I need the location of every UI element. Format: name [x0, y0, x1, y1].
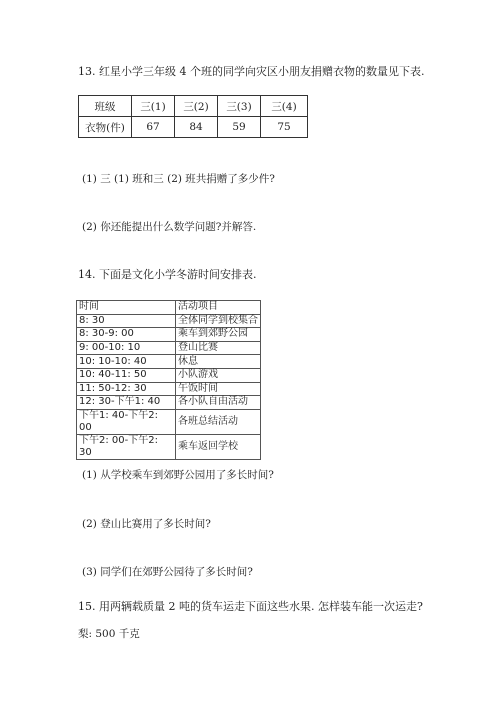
question-15-item: 梨: 500 千克	[78, 628, 140, 640]
table-cell: 下午2: 00-下午2: 30	[77, 434, 176, 459]
table-row	[77, 396, 261, 410]
schedule-table	[76, 300, 261, 460]
question-13-title: 13. 红星小学三年级 4 个班的同学向灾区小朋友捐赠衣物的数量见下表.	[78, 65, 425, 78]
question-14-title: 14. 下面是文化小学冬游时间安排表.	[78, 268, 257, 281]
table-cell: 午饭时间	[176, 382, 261, 396]
table-cell: 各小队自由活动	[176, 396, 261, 410]
table-cell: 休息	[176, 355, 261, 369]
question-14-sub-1: (1) 从学校乘车到郊野公园用了多长时间?	[82, 469, 274, 481]
table-row	[77, 355, 261, 369]
table-cell: 67	[132, 117, 175, 138]
table-cell: 9: 00-10: 10	[77, 341, 176, 355]
table-cell: 各班总结活动	[176, 409, 261, 434]
table-header-row	[77, 301, 261, 315]
table-cell: 三(3)	[218, 96, 261, 117]
table-cell: 三(1)	[132, 96, 175, 117]
table-cell: 小队游戏	[176, 368, 261, 382]
clothing-donation-table	[78, 95, 308, 138]
table-row	[77, 328, 261, 342]
table-cell: 三(2)	[175, 96, 218, 117]
table-cell: 乘车到郊野公园	[176, 328, 261, 342]
table-cell: 全体同学到校集合	[176, 314, 261, 328]
question-14-sub-2: (2) 登山比赛用了多长时间?	[82, 518, 211, 530]
table-cell: 衣物(件)	[79, 117, 132, 138]
table-header-row	[79, 96, 308, 117]
table-row	[77, 409, 261, 434]
table-cell: 班级	[79, 96, 132, 117]
question-13-sub-1: (1) 三 (1) 班和三 (2) 班共捐赠了多少件?	[82, 173, 275, 185]
table-cell: 下午1: 40-下午2: 00	[77, 409, 176, 434]
table-cell: 10: 40-11: 50	[77, 368, 176, 382]
question-15-title: 15. 用两辆载质量 2 吨的货车运走下面这些水果. 怎样装车能一次运走?	[78, 600, 423, 613]
table-row	[79, 117, 308, 138]
table-row	[77, 382, 261, 396]
table-cell: 10: 10-10: 40	[77, 355, 176, 369]
question-14-sub-3: (3) 同学们在郊野公园待了多长时间?	[82, 566, 253, 578]
table-cell: 11: 50-12: 30	[77, 382, 176, 396]
table-cell: 活动项目	[176, 301, 261, 315]
table-row	[77, 368, 261, 382]
table-cell: 登山比赛	[176, 341, 261, 355]
table-cell: 8: 30-9: 00	[77, 328, 176, 342]
question-13-sub-2: (2) 你还能提出什么数学问题?并解答.	[82, 221, 257, 233]
table-cell: 59	[218, 117, 261, 138]
table-row	[77, 314, 261, 328]
table-cell: 12: 30-下午1: 40	[77, 396, 176, 410]
table-cell: 时间	[77, 301, 176, 315]
table-cell: 75	[261, 117, 308, 138]
table-row	[77, 434, 261, 459]
table-cell: 三(4)	[261, 96, 308, 117]
table-cell: 8: 30	[77, 314, 176, 328]
table-cell: 乘车返回学校	[176, 434, 261, 459]
table-cell: 84	[175, 117, 218, 138]
table-row	[77, 341, 261, 355]
